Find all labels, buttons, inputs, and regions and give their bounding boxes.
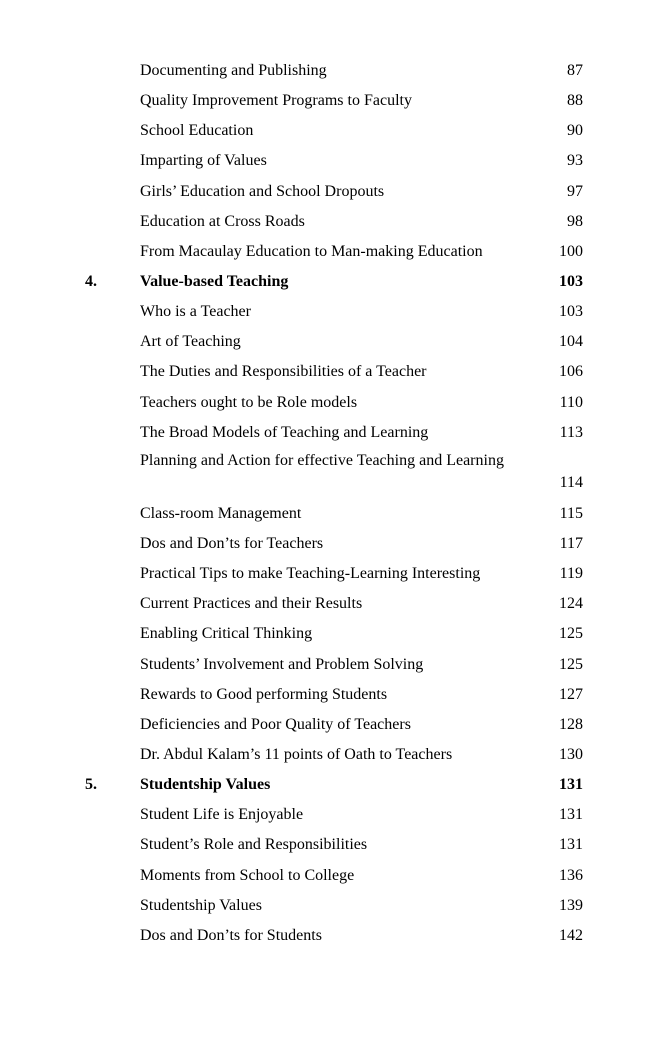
page-number: 115 [559,504,583,522]
toc-entry-row [0,590,661,620]
section-title: School Education [140,122,254,140]
toc-entry-row [0,328,661,358]
toc-entry-row [0,389,661,419]
toc-entry-row [0,208,661,238]
page-number: 142 [559,926,583,944]
page-number: 110 [559,393,583,411]
toc-entry-row [0,419,661,449]
toc-entry-row [0,500,661,530]
toc-entry-row [0,117,661,147]
page-number: 139 [559,896,583,914]
section-title: The Duties and Responsibilities of a Teacher [140,363,427,381]
section-title: Dos and Don’ts for Students [140,926,322,944]
page-number: 117 [559,534,583,552]
page-number: 128 [559,715,583,733]
section-title: Dr. Abdul Kalam’s 11 points of Oath to Teachers [140,745,453,763]
page-number: 136 [559,866,583,884]
toc-entry-row [0,358,661,388]
section-title: Rewards to Good performing Students [140,685,388,703]
section-title: Student’s Role and Responsibilities [140,836,368,854]
section-title: Education at Cross Roads [140,212,305,230]
toc-chapter-row [0,268,661,298]
page-number: 93 [567,152,583,170]
toc-entry-row [0,892,661,922]
page-number: 87 [567,62,583,79]
table-of-contents [0,57,661,952]
page-number: 103 [559,272,583,290]
section-title: Student Life is Enjoyable [140,806,304,824]
toc-chapter-row [0,771,661,801]
page-number: 125 [559,655,583,673]
section-title: Imparting of Values [140,152,267,170]
toc-entry-row [0,147,661,177]
section-title: From Macaulay Education to Man-making Education [140,242,483,260]
page-number: 119 [559,565,583,583]
page-number: 88 [567,92,583,110]
section-title: Enabling Critical Thinking [140,625,313,643]
toc-entry-row [0,862,661,892]
page-number: 103 [559,303,583,321]
toc-entry-row [0,560,661,590]
chapter-number: 5. [85,776,97,794]
page-number: 127 [559,685,583,703]
toc-entry-row [0,711,661,741]
section-title: Art of Teaching [140,333,241,351]
page-number: 125 [559,625,583,643]
section-title: Current Practices and their Results [140,595,363,613]
section-title: Deficiencies and Poor Quality of Teachers [140,715,411,733]
toc-entry-row [0,681,661,711]
page-number: 131 [559,836,583,854]
toc-entry-row [0,449,661,500]
section-title: Girls’ Education and School Dropouts [140,182,385,200]
toc-entry-row [0,238,661,268]
toc-entry-row [0,651,661,681]
chapter-title: Value-based Teaching [140,272,289,290]
section-title: Studentship Values [140,896,262,914]
toc-entry-row [0,298,661,328]
page-number: 114 [559,473,583,491]
page-number: 131 [559,776,583,794]
section-title: Planning and Action for effective Teaching and Learning [140,451,504,469]
toc-entry-row [0,530,661,560]
toc-entry-row [0,831,661,861]
section-title: Practical Tips to make Teaching-Learning Interesting [140,565,481,583]
section-title: The Broad Models of Teaching and Learning [140,423,429,441]
page-number: 106 [559,363,583,381]
toc-entry-row [0,741,661,771]
page-number: 90 [567,122,583,140]
toc-entry-row [0,87,661,117]
toc-entry-row [0,801,661,831]
toc-entry-row [0,178,661,208]
section-title: Moments from School to College [140,866,355,884]
toc-entry-row [0,620,661,650]
section-title: Who is a Teacher [140,303,251,321]
section-title: Teachers ought to be Role models [140,393,358,411]
page-number: 131 [559,806,583,824]
section-title: Quality Improvement Programs to Faculty [140,92,412,110]
page-number: 97 [567,182,583,200]
page-number: 124 [559,595,583,613]
page-number: 104 [559,333,583,351]
section-title: Class-room Management [140,504,302,522]
toc-entry-row [0,922,661,952]
toc-entry-row [0,57,661,87]
chapter-number: 4. [85,272,97,290]
page-number: 130 [559,745,583,763]
page-number: 113 [559,423,583,441]
section-title: Dos and Don’ts for Teachers [140,534,324,552]
section-title: Students’ Involvement and Problem Solving [140,655,424,673]
section-title: Documenting and Publishing [140,62,327,79]
page-number: 98 [567,212,583,230]
chapter-title: Studentship Values [140,776,271,794]
page-number: 100 [559,242,583,260]
